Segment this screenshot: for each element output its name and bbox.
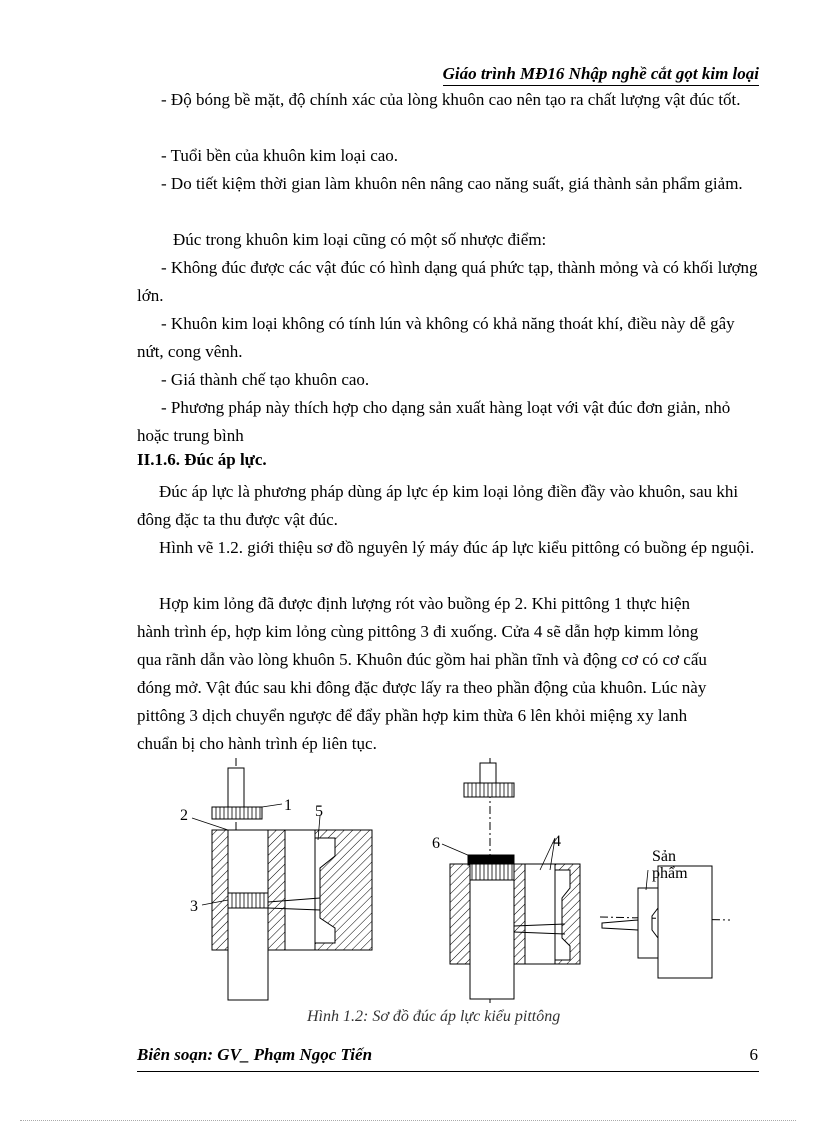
- footer-author: Biên soạn: GV_ Phạm Ngọc Tiến: [137, 1045, 373, 1064]
- label-5: 5: [315, 803, 323, 820]
- footer-rule: [137, 1071, 759, 1072]
- paragraph: - Phương pháp này thích hợp cho dạng sản xuất hàng loạt với vật đúc đơn giản, nhỏ hoặc trung bình: [137, 398, 731, 445]
- paragraph: Đúc áp lực là phương pháp dùng áp lực ép kim loại lỏng điền đầy vào khuôn, sau khi đông đặc ta thu được vật đúc.: [137, 482, 739, 529]
- die-casting-diagram: [170, 758, 730, 1008]
- figure-caption: Hình 1.2: Sơ đồ đúc áp lực kiểu pittông: [307, 1008, 561, 1025]
- ejected-product-view: [600, 848, 730, 978]
- paragraph: - Do tiết kiệm thời gian làm khuôn nên nâng cao năng suất, giá thành sản phẩm giảm.: [161, 174, 743, 193]
- paragraph: Hình vẽ 1.2. giới thiệu sơ đồ nguyên lý máy đúc áp lực kiểu pittông có buồng ép nguội.: [159, 538, 755, 557]
- machine-view-2: [432, 758, 580, 1003]
- machine-view-1: [180, 758, 372, 1000]
- paragraph: - Không đúc được các vật đúc có hình dạng quá phức tạp, thành mỏng và có khối lượng lớn.: [137, 258, 758, 305]
- page-number: 6: [749, 1045, 758, 1064]
- paragraph: Đúc trong khuôn kim loại cũng có một số nhược điểm:: [173, 230, 547, 249]
- running-header: Giáo trình MĐ16 Nhập nghề cắt gọt kim loại: [443, 64, 759, 86]
- paragraph: - Độ bóng bề mặt, độ chính xác của lòng khuôn cao nên tạo ra chất lượng vật đúc tốt.: [161, 90, 741, 109]
- paragraph: - Khuôn kim loại không có tính lún và không có khả năng thoát khí, điều này dễ gây nứt, cong vênh.: [137, 314, 735, 361]
- paragraph: Hợp kim lỏng đã được định lượng rót vào buồng ép 2. Khi pittông 1 thực hiện hành trình ép, hợp kim lỏng cùng pittông 3 đi xuống. Cửa 4 sẽ dẫn hợp kimm lỏng qua rãnh dẫn vào lòng khuôn 5. Khuôn đúc gồm hai phần tĩnh và động cơ có cơ cấu đóng mở. Vật đúc sau khi đông đặc được lấy ra theo phần động của khuôn. Lúc này pittông 3 dịch chuyển ngược để đẩy phần hợp kim thừa 6 lên khỏi miệng xy lanh chuẩn bị cho hành trình ép liên tục.: [137, 594, 707, 753]
- label-4: 4: [553, 833, 561, 850]
- label-1: 1: [284, 797, 292, 814]
- paragraph: - Tuổi bền của khuôn kim loại cao.: [161, 146, 399, 165]
- section-heading: II.1.6. Đúc áp lực.: [137, 450, 267, 469]
- label-2: 2: [180, 807, 188, 824]
- product-label-line-2: phẩm: [652, 865, 688, 882]
- product-label-line-1: Sản: [652, 848, 676, 865]
- paragraph: - Giá thành chế tạo khuôn cao.: [161, 370, 370, 389]
- page-edge-divider: [20, 1120, 796, 1121]
- label-6: 6: [432, 835, 440, 852]
- label-3: 3: [190, 898, 198, 915]
